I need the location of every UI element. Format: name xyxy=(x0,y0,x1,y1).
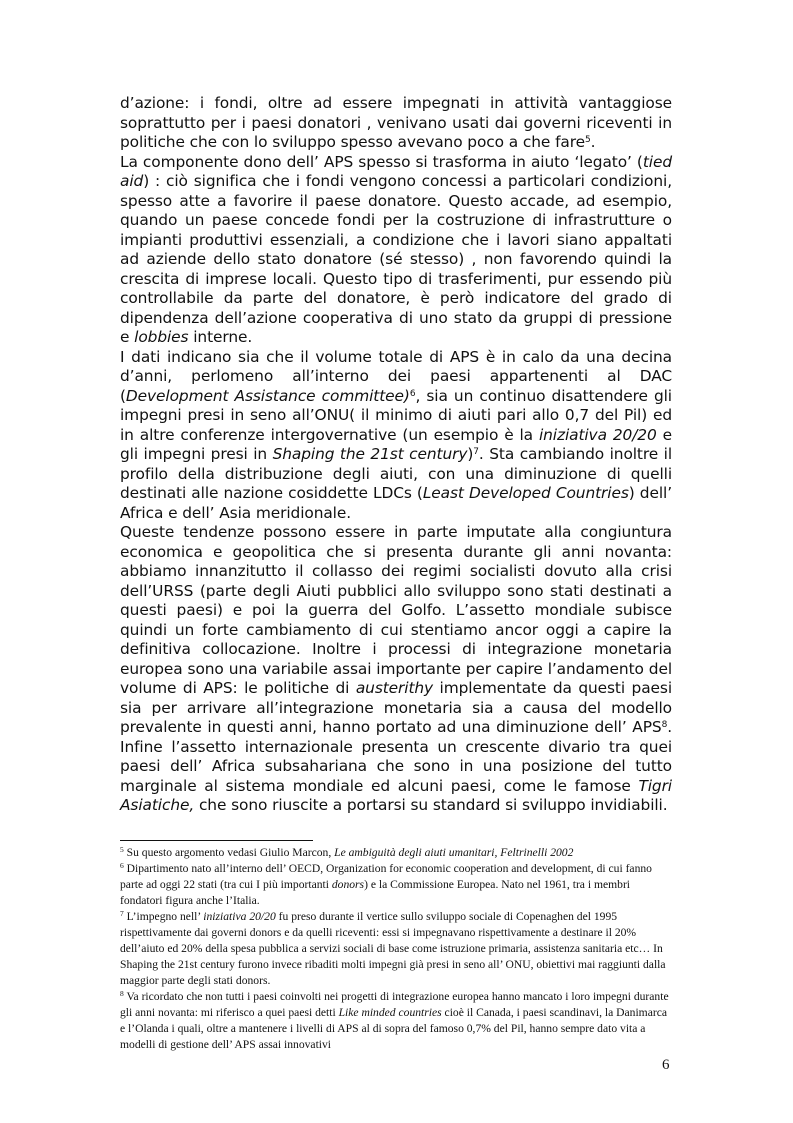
text-run: interne. xyxy=(188,328,253,346)
italic-text: Like minded countries xyxy=(338,1006,442,1019)
italic-text: Le ambiguità degli aiuti umanitari, Feltrinelli 2002 xyxy=(334,846,574,859)
text-run: e gli impegni presi in xyxy=(120,425,672,463)
footnote-ref: 5 xyxy=(584,135,591,145)
text-run: Queste tendenze possono essere in parte imputate alla congiuntura economica e geopolitica che si presenta durante gli anni novanta: abbiamo innanzitutto il collasso dei regimi socialisti dovuto alla crisi dell’URSS (parte degli Aiuti pubblici allo sviluppo sono stati destinati a questi paesi) e poi la guerra del Golfo. L’assetto mondiale subisce quindi un forte cambiamento di cui stentiamo ancor oggi a capire la definitiva collocazione. Inoltre i processi di integrazione monetaria europea sono una variabile assai importante per capire l’andamento del volume di APS: le politiche di xyxy=(120,523,672,697)
footnote-separator xyxy=(120,840,313,841)
text-run: ) : ciò significa che i fondi vengono concessi a particolari condizioni, spesso atte a favorire il paese donatore. Questo accade, ad esempio, quando un paese concede fondi per la costruzione di infrastrutture o impianti produttivi essenziali, a condizione che i lavori siano appaltati ad aziende dello stato donatore (sé stesso) , non favorendo quindi la crescita di imprese locali. Questo tipo di trasferimenti, pur essendo più controllabile da parte del donatore, è però indicatore del grado di dipendenza dell’azione cooperativa di uno stato da gruppi di pressione e xyxy=(120,172,672,346)
footnote xyxy=(120,909,672,989)
footnote-ref: 7 xyxy=(120,909,124,918)
footnote-ref: 5 xyxy=(120,845,124,854)
paragraph xyxy=(120,348,672,524)
footnote-ref: 8 xyxy=(120,989,124,998)
paragraph xyxy=(120,153,672,348)
paragraph xyxy=(120,94,672,153)
footnotes xyxy=(120,845,672,1053)
body-text xyxy=(120,94,672,816)
italic-text: austerithy xyxy=(355,679,434,697)
footnote-ref: 6 xyxy=(120,861,124,870)
footnote xyxy=(120,861,672,909)
text-run: Va ricordato che non tutti i paesi coinvolti nei progetti di integrazione europea hanno mancato i loro impegni durante gli anni novanta: mi riferisco a quei paesi detti xyxy=(120,990,669,1019)
text-run: d’azione: i fondi, oltre ad essere impegnati in attività vantaggiose soprattutto per i paesi donatori , venivano usati dai governi riceventi in politiche che con lo sviluppo spesso avevano poco a che fare xyxy=(120,94,672,151)
italic-text: Shaping the 21st century xyxy=(272,445,468,463)
italic-text: iniziativa 20/20 xyxy=(538,425,657,444)
text-run: . Infine l’assetto internazionale presenta un crescente divario tra quei paesi dell’ Africa subsahariana che sono in una posizione del tutto marginale al sistema mondiale ed alcuni paesi, come le famose xyxy=(120,718,672,795)
text-run: ) e la Commissione Europea. Nato nel 1961, tra i membri fondatori figura anche l’Italia. xyxy=(120,878,631,907)
footnote xyxy=(120,989,672,1053)
text-run: , sia un continuo disattendere gli impegni presi in seno all’ONU( il minimo di aiuti pari allo 0,7 del Pil) ed in altre conferenze intergovernative (un esempio è la xyxy=(120,386,672,444)
text-run: fu preso durante il vertice sullo sviluppo sociale di Copenaghen del 1995 rispettivamente dai governi donors e da quelli riceventi: essi si impegnavano rispettivamente a destinare il 20% dell’aiuto ed 20% della spesa pubblica a servizi sociali di base come istruzione primaria, assistenza sanitaria etc… In Shaping the 21st century furono invece ribaditi molti impegni già presi in seno all’ ONU, obiettivi mai raggiunti dalla maggior parte degli stati donors. xyxy=(120,910,666,987)
footnote xyxy=(120,845,672,861)
footnote-ref: 8 xyxy=(661,720,668,730)
footnote-ref: 7 xyxy=(473,447,479,457)
italic-text: iniziativa 20/20 xyxy=(203,910,276,923)
italic-text: Tigri Asiatiche, xyxy=(120,776,672,814)
text-run: che sono riuscite a portarsi su standard si sviluppo invidiabili. xyxy=(194,796,668,814)
italic-text: donors xyxy=(331,878,365,891)
text-run: L’impegno nell’ xyxy=(123,910,204,923)
page-number: 6 xyxy=(662,1057,670,1073)
text-run: cioè il Canada, i paesi scandinavi, la Danimarca e l’Olanda i quali, oltre a mantenere i livelli di APS al di sopra del famoso 0,7% del Pil, hanno sempre dato vita a modelli di gestione dell’ APS assai innovativi xyxy=(120,1006,667,1051)
paragraph xyxy=(120,523,672,816)
italic-text: Least Developed Countries xyxy=(422,484,629,502)
text-run: ) dell’ Africa e dell’ Asia meridionale. xyxy=(120,484,672,522)
text-run: Dipartimento nato all’interno dell’ OECD, Organization for economic cooperation and development, di cui fanno parte ad oggi 22 stati (tra cui I più importanti xyxy=(120,862,652,891)
text-run: . Sta cambiando inoltre il profilo della distribuzione degli aiuti, con una diminuzione di quelli destinati alle nazione cosiddette LDCs ( xyxy=(120,445,673,502)
italic-text: lobbies xyxy=(134,328,189,346)
text-run: implementate da questi paesi sia per arrivare all’integrazione monetaria sia a causa del modello prevalente in questi anni, hanno portato ad una diminuzione dell’ APS xyxy=(120,679,673,736)
text-run: ) xyxy=(467,445,474,463)
italic-text: tied aid xyxy=(120,152,672,190)
text-run: La componente dono dell’ APS spesso si trasforma in aiuto ‘legato’ ( xyxy=(120,152,643,171)
text-run: . xyxy=(590,133,596,151)
footnote-ref: 6 xyxy=(409,388,416,399)
italic-text: Development Assistance committee) xyxy=(125,386,410,405)
text-run: Su questo argomento vedasi Giulio Marcon, xyxy=(123,846,335,859)
text-run: I dati indicano sia che il volume totale di APS è in calo da una decina d’anni, perlomeno all’interno dei paesi appartenenti al DAC ( xyxy=(120,347,672,405)
